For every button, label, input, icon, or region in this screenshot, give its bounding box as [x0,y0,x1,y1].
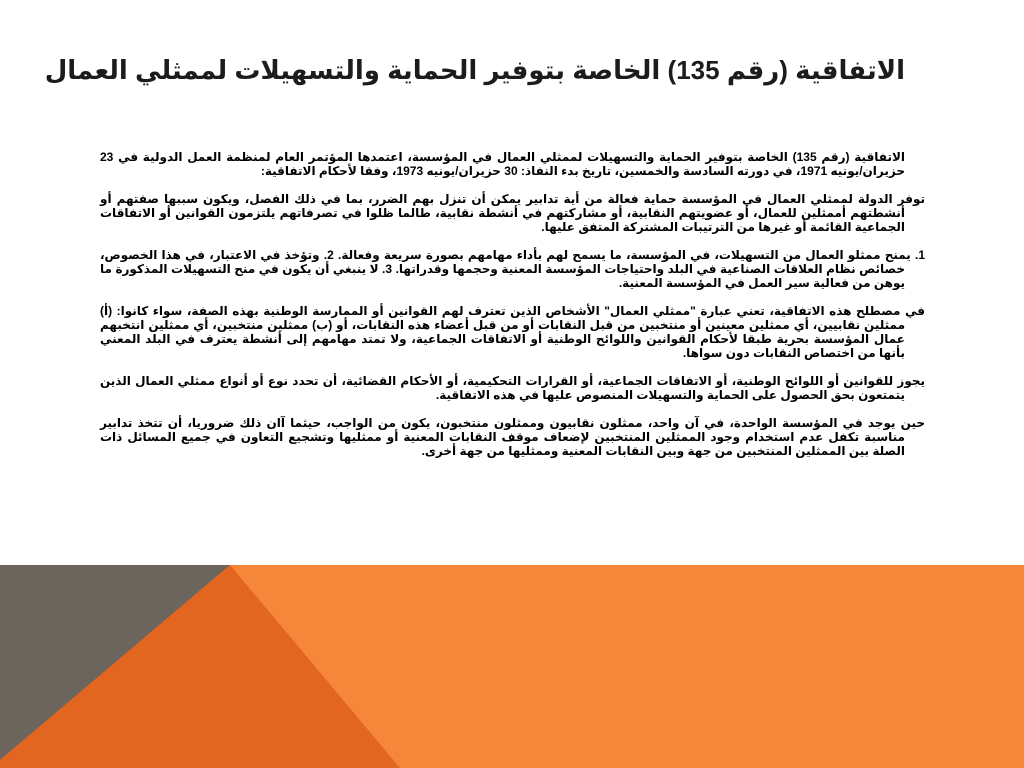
paragraph-protection: توفر الدولة لممثلي العمال في المؤسسة حماية فعالة من أية تدابير يمكن أن تنزل بهم الضرر، بما في ذلك الفصل، ويكون سببها صفتهم أو أنشطتهم أممثلين للعمال، أو عضويتهم النقابية، أو مشاركتهم في أنشطة نقابية، طالما ظلوا في تصرفاتهم يلتزمون القوانين أو الاتفاقات الجماعية القائمة أو غيرها من الترتيبات المشتركة المتفق عليها. [100,192,925,234]
decorative-footer-band [0,565,1024,768]
paragraph-definition: في مصطلح هذه الاتفاقية، تعني عبارة "ممثلي العمال" الأشخاص الذين تعترف لهم القوانين أو الممارسة الوطنية بهذه الصفة، سواء كانوا: (أ) ممثلين نقابيين، أي ممثلين معينين أو منتخبين من قبل النقابات أو من قبل أعضاء هذه النقابات، أو (ب) ممثلين منتخبين، أي ممثلين انتخبهم عمال المؤسسة بحرية طبقا لأحكام القوانين واللوائح الوطنية أو الاتفاقات الجماعية، ولا تمتد مهامهم إلى أنشطة يعترف في البلد المعني بأنها من اختصاص النقابات دون سواها. [100,304,925,360]
paragraph-coexistence: حين يوجد في المؤسسة الواحدة، في آن واحد، ممثلون نقابيون وممثلون منتخبون، يكون من الواجب، حيثما آان ذلك ضروريا، أن تتخذ تدابير مناسبة تكفل عدم استخدام وجود الممثلين المنتخبين لإضعاف موقف النقابات المعنية أو ممثليها وتشجيع التعاون في جميع المسائل ذات الصلة بين الممثلين المنتخبين من جهة وبين النقابات المعنية وممثليها من جهة أخرى. [100,416,926,458]
slide-title: الاتفاقية (رقم 135) الخاصة بتوفير الحماية والتسهيلات لممثلي العمال [44,55,905,85]
paragraph-national-laws: يجوز للقوانين أو اللوائح الوطنية، أو الاتفاقات الجماعية، أو القرارات التحكيمية، أو الأحكام القضائية، أن تحدد نوع أو أنواع ممثلي العمال الذين يتمتعون بحق الحصول على الحماية والتسهيلات المنصوص عليها في هذه الاتفاقية. [100,374,925,402]
slide-body [100,150,925,472]
paragraph-facilities: 1. يمنح ممثلو العمال من التسهيلات، في المؤسسة، ما يسمح لهم بأداء مهامهم بصورة سريعة وفعالة. 2. وتؤخذ في الاعتبار، في هذا الخصوص، خصائص نظام العلاقات الصناعية في البلد واحتياجات المؤسسة المعنية وحجمها وقدراتها. 3. لا ينبغي أن يكون في منح التسهيلات المذكورة ما يوهن من فعالية سير العمل في المؤسسة المعنية. [100,248,925,290]
paragraph-intro: الاتفاقية (رقم 135) الخاصة بتوفير الحماية والتسهيلات لممثلي العمال في المؤسسة، اعتمدها المؤتمر العام لمنظمة العمل الدولية في 23 حزيران/يونيه 1971، في دورته السادسة والخمسين، تاريخ بدء النفاذ: 30 حزيران/يونيه 1973، وفقا لأحكام الاتفاقية: [100,150,906,178]
